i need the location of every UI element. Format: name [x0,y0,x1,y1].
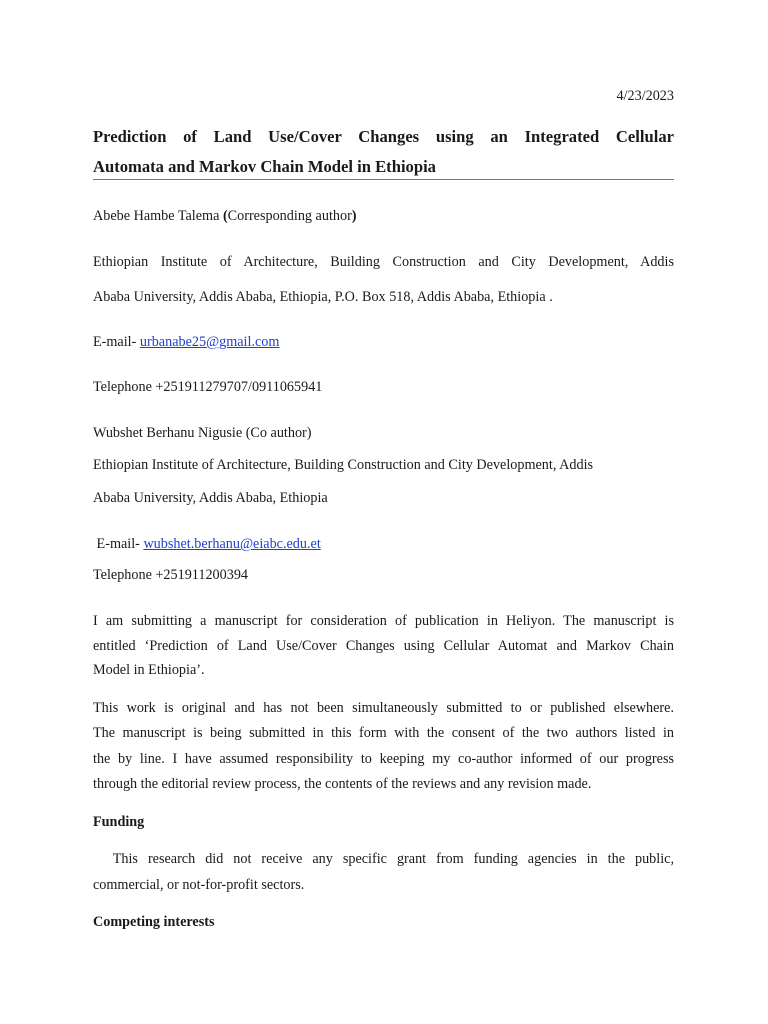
author2-email-link[interactable]: wubshet.berhanu@eiabc.edu.et [143,536,321,552]
author1-telephone: Telephone +251911279707/0911065941 [93,379,323,395]
para1-line-1: I am submitting a manuscript for consideration of publication in Heliyon. The manuscript is [93,613,674,629]
author1-email-link[interactable]: urbanabe25@gmail.com [139,334,280,350]
document-title [93,122,674,182]
author2-affiliation-line-1: Ethiopian Institute of Architecture, Building Construction and City Development, Addis [93,457,594,473]
para1-line-3: Model in Ethiopia’. [93,662,205,678]
title-line-2: Automata and Markov Chain Model in Ethiopia [93,157,436,176]
author1-email-line [93,332,674,352]
author2-telephone: Telephone +251911200394 [93,567,249,583]
para2-line-1: This work is original and has not been simultaneously submitted to or published elsewhere. [93,700,674,716]
para2-line-4: through the editorial review process, the contents of the reviews and any revision made. [93,776,592,792]
author1-email-label: E-mail- [93,334,140,350]
author2-name: Wubshet Berhanu Nigusie (Co author) [93,425,312,441]
funding-heading: Funding [93,814,145,830]
document-date: 4/23/2023 [616,88,674,104]
title-line-1: Prediction of Land Use/Cover Changes using an Integrated Cellular [93,127,674,146]
author2-affiliation-line-2: Ababa University, Addis Ababa, Ethiopia [93,490,328,506]
para2-line-2: The manuscript is being submitted in this form with the consent of the two authors listed in [93,725,674,741]
para2-line-3: the by line. I have assumed responsibility to keeping my co-author informed of our progress [93,751,674,767]
author1-role: Corresponding author [227,208,352,224]
funding-line-2: commercial, or not-for-profit sectors. [93,877,305,893]
author1-role-open: ( [219,208,228,224]
author1-name: Abebe Hambe Talema [93,208,220,224]
author1-name-line [93,206,674,226]
author1-affiliation-line-2: Ababa University, Addis Ababa, Ethiopia, P.O. Box 518, Addis Ababa, Ethiopia . [93,289,553,305]
para1-line-2: entitled ‘Prediction of Land Use/Cover Changes using Cellular Automat and Markov Chain [93,638,674,654]
title-divider [93,179,674,180]
author2-email-line [93,534,674,554]
author1-role-close: ) [351,208,357,224]
competing-interests-heading: Competing interests [93,914,215,930]
author2-email-label: E-mail- [93,536,144,552]
funding-line-1: This research did not receive any specific grant from funding agencies in the public, [93,851,674,867]
author1-affiliation-line-1: Ethiopian Institute of Architecture, Building Construction and City Development, Addis [93,254,674,270]
